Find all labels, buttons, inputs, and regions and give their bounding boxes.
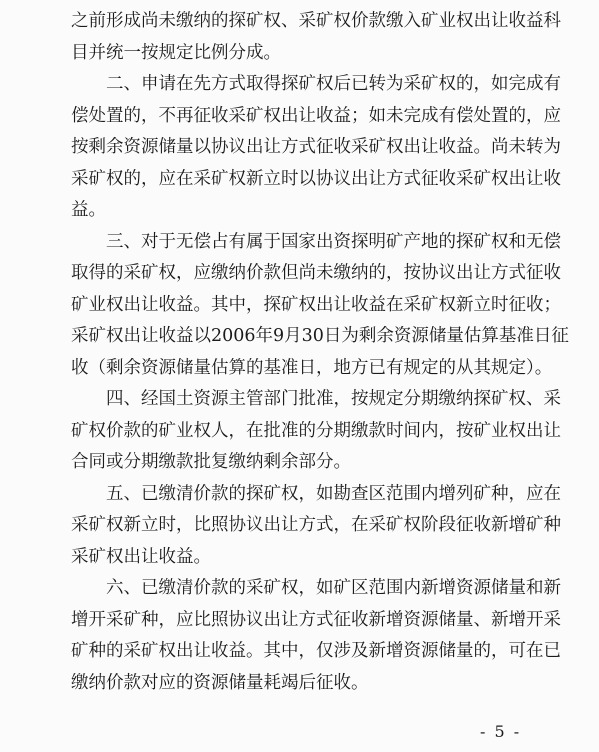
text-line: 矿种的采矿权出让收益。其中，仅涉及新增资源储量的，可在已 <box>71 641 561 661</box>
text-line: 五、已缴清价款的探矿权，如勘查区范围内增列矿种，应在 <box>106 483 561 504</box>
text-line: 取得的采矿权，应缴纳价款但尚未缴纳的，按协议出让方式征收 <box>71 263 561 283</box>
text-line: 增开采矿种，应比照协议出让方式征收新增资源储量、新增开采 <box>71 609 561 630</box>
text-line: 采矿权新立时，比照协议出让方式，在采矿权阶段征收新增矿种 <box>71 515 561 535</box>
text-line: 二、申请在先方式取得探矿权后已转为采矿权的，如完成有 <box>106 74 561 94</box>
paragraph-item-3 <box>71 227 569 385</box>
paragraph-item-2 <box>71 69 561 227</box>
text-line: 缴纳价款对应的资源储量耗竭后征收。 <box>71 672 369 693</box>
page-number: - 5 - <box>480 722 522 741</box>
text-line: 矿业权出让收益。其中，探矿权出让收益在采矿权新立时征收； <box>71 294 561 315</box>
text-line: 按剩余资源储量以协议出让方式征收采矿权出让收益。尚未转为 <box>71 137 561 157</box>
text-line: 合同或分期缴款批复缴纳剩余部分。 <box>71 452 351 472</box>
text-line: 矿权价款的矿业权人，在批准的分期缴款时间内，按矿业权出让 <box>71 420 561 441</box>
paragraph-item-5 <box>71 479 561 574</box>
text-line: 采矿权的，应在采矿权新立时以协议出让方式征收采矿权出让收 <box>71 168 561 189</box>
text-line: 四、经国土资源主管部门批准，按规定分期缴纳探矿权、采 <box>106 389 561 409</box>
text-line: 收（剩余资源储量估算的基准日，地方已有规定的从其规定）。 <box>71 357 553 378</box>
text-line: 目并统一按规定比例分成。 <box>71 42 281 63</box>
text-line: 三、对于无偿占有属于国家出资探明矿产地的探矿权和无偿 <box>106 231 561 252</box>
text-line: 六、已缴清价款的采矿权，如矿区范围内新增资源储量和新 <box>106 578 561 598</box>
text-line: 采矿权出让收益以2006年9月30日为剩余资源储量估算基准日征 <box>71 326 569 346</box>
document-body <box>71 6 569 699</box>
paragraph-continuation <box>71 6 561 69</box>
text-line: 偿处置的，不再征收采矿权出让收益；如未完成有偿处置的，应 <box>71 105 561 126</box>
text-line: 采矿权出让收益。 <box>71 546 211 567</box>
text-line: 之前形成尚未缴纳的探矿权、采矿权价款缴入矿业权出让收益科 <box>71 11 561 31</box>
paragraph-item-6 <box>71 573 561 699</box>
paragraph-item-4 <box>71 384 561 479</box>
text-line: 益。 <box>71 200 106 220</box>
